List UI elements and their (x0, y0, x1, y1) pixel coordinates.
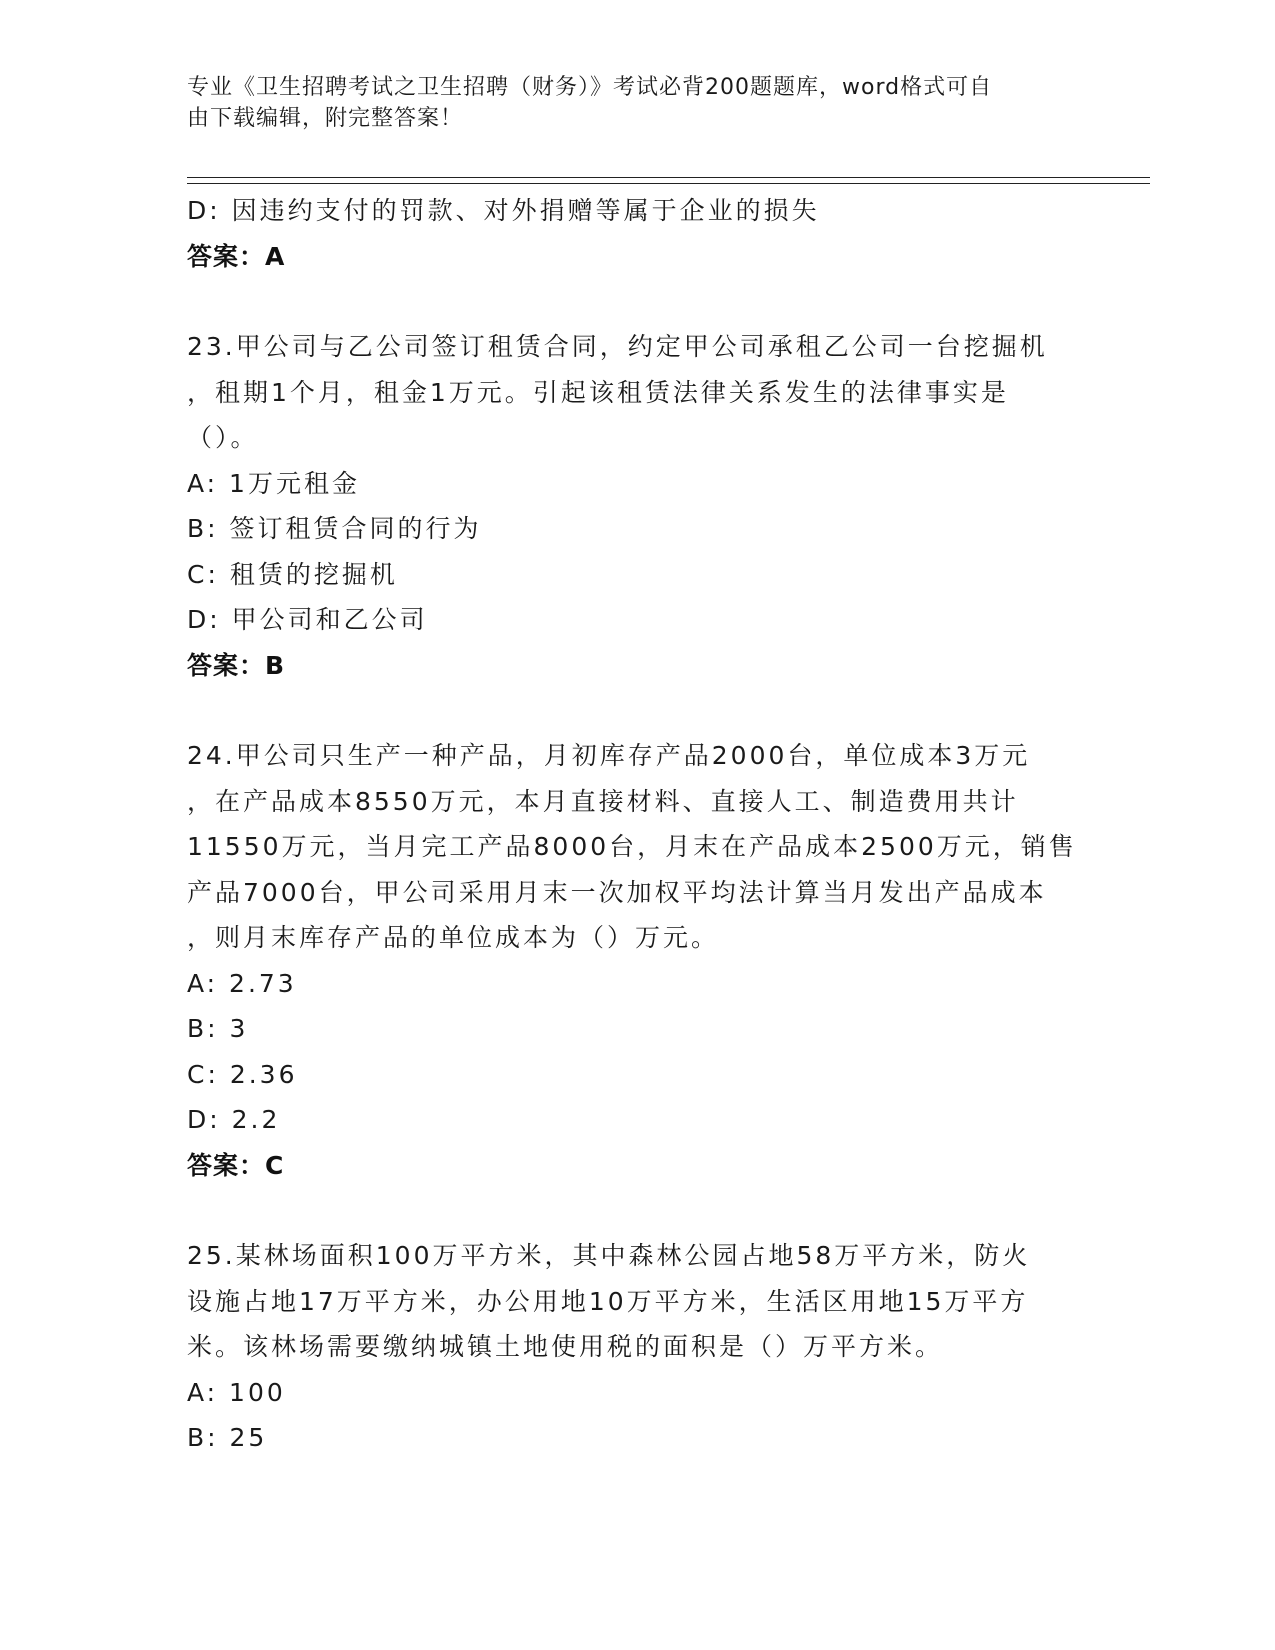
q23-option-a: A: 1万元租金 (187, 468, 360, 498)
header-line-1: 专业《卫生招聘考试之卫生招聘（财务）》考试必背200题题库，word格式可自 (187, 75, 993, 100)
q24-stem-line: ，在产品成本8550万元，本月直接材料、直接人工、制造费用共计 (187, 786, 1019, 816)
q24-stem-line: ，则月末库存产品的单位成本为（）万元。 (187, 923, 720, 952)
q25-stem-line: 米。该林场需要缴纳城镇土地使用税的面积是（）万平方米。 (187, 1332, 944, 1361)
q23-answer: 答案：B (187, 650, 286, 680)
q24-option-d: D: 2.2 (187, 1105, 281, 1134)
q23-option-b: B: 签订租赁合同的行为 (187, 514, 482, 543)
question-gap (187, 1188, 1087, 1233)
q22-answer: 答案：A (187, 241, 286, 271)
q23-option-d: D: 甲公司和乙公司 (187, 605, 428, 634)
q23-stem-line: ，租期1个月，租金1万元。引起该租赁法律关系发生的法律事实是 (187, 377, 1009, 407)
q23-option-c: C: 租赁的挖掘机 (187, 559, 398, 589)
document-body (187, 188, 1087, 1461)
question-24 (187, 733, 1087, 1188)
question-gap (187, 279, 1087, 324)
q23-stem-line: 23.甲公司与乙公司签订租赁合同，约定甲公司承租乙公司一台挖掘机 (187, 332, 1048, 361)
q24-option-b: B: 3 (187, 1014, 249, 1043)
question-gap (187, 688, 1087, 733)
question-23 (187, 324, 1087, 688)
q24-stem-line: 产品7000台，甲公司采用月末一次加权平均法计算当月发出产品成本 (187, 877, 1047, 907)
q24-option-c: C: 2.36 (187, 1059, 298, 1089)
q22-option-d: D: 因违约支付的罚款、对外捐赠等属于企业的损失 (187, 196, 820, 225)
header-line-2: 由下载编辑，附完整答案！ (187, 106, 464, 131)
q23-stem-line: （）。 (187, 423, 259, 452)
header-rule-bottom (187, 183, 1150, 184)
q25-option-a: A: 100 (187, 1377, 286, 1407)
q24-answer: 答案：C (187, 1150, 285, 1180)
document-header (187, 72, 1067, 134)
q25-stem-line: 设施占地17万平方米，办公用地10万平方米，生活区用地15万平方 (187, 1286, 1029, 1316)
q25-option-b: B: 25 (187, 1423, 268, 1452)
q24-stem-line: 24.甲公司只生产一种产品，月初库存产品2000台，单位成本3万元 (187, 741, 1031, 770)
q24-stem-line: 11550万元，当月完工产品8000台，月末在产品成本2500万元，销售 (187, 832, 1077, 861)
question-25 (187, 1233, 1087, 1461)
q25-stem-line: 25.某林场面积100万平方米，其中森林公园占地58万平方米，防火 (187, 1241, 1031, 1270)
header-rule-top (187, 177, 1150, 178)
q24-option-a: A: 2.73 (187, 968, 297, 998)
